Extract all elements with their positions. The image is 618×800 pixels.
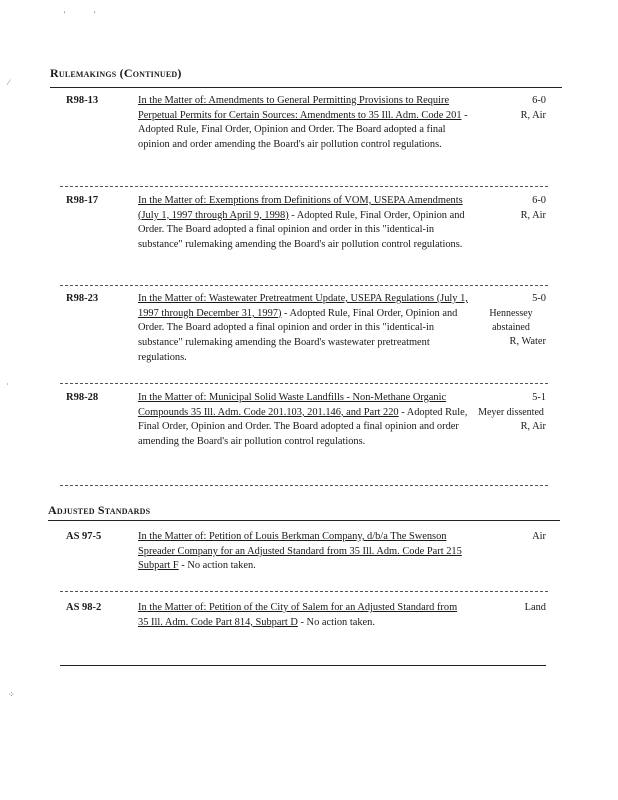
scan-speck: ' bbox=[64, 10, 66, 19]
entry-divider bbox=[60, 591, 548, 592]
entry-title: In the Matter of: Exemptions from Definitions of VOM, USEPA Amendments (July 1, 1997 through April 9, 1998) bbox=[138, 195, 463, 221]
entry-category: Air bbox=[532, 531, 546, 542]
vote-note: Meyer dissented bbox=[478, 406, 544, 418]
entry-action: - Adopted Rule, Final Order, Opinion and Order. The Board adopted a final opinion and order amending the Board's air pollution control regulations. bbox=[138, 406, 468, 448]
entry-category: R, Air bbox=[520, 109, 546, 121]
entry-vote-block bbox=[466, 391, 546, 434]
entry-action: - No action taken. bbox=[178, 560, 256, 572]
entry-vote-block bbox=[466, 601, 546, 616]
heading-rule bbox=[50, 87, 562, 88]
vote-note: Hennessey abstained bbox=[489, 307, 533, 333]
entry-category: Land bbox=[524, 602, 546, 613]
entry-vote-block bbox=[466, 292, 546, 349]
entry-divider bbox=[60, 485, 548, 486]
entry-category: R, Air bbox=[520, 209, 546, 221]
docket-number: R98-28 bbox=[66, 392, 99, 403]
entry-action: - No action taken. bbox=[297, 616, 375, 628]
entry-category: R, Air bbox=[520, 420, 546, 432]
docket-number: R98-23 bbox=[66, 293, 99, 304]
docket-number: AS 98-2 bbox=[66, 602, 102, 613]
entry-vote-block bbox=[466, 530, 546, 545]
scan-speck: · bbox=[6, 380, 9, 389]
scan-speck: ' bbox=[94, 10, 96, 19]
entry-action: - Adopted Rule, Final Order, Opinion and Order. The Board adopted a final opinion and order in this "identical-in substance" rulemaking amending the Board's air pollution control regulations. bbox=[138, 209, 465, 251]
entry-title: In the Matter of: Amendments to General Permitting Provisions to Require Perpetual Permits for Certain Sources: Amendments to 35 Ill. Adm. Code 201 bbox=[138, 95, 462, 121]
entry-description bbox=[138, 601, 470, 630]
entry-divider bbox=[60, 285, 548, 286]
vote-count: 6-0 bbox=[532, 195, 546, 206]
entry-description bbox=[138, 194, 470, 253]
entry-title: In the Matter of: Wastewater Pretreatment Update, USEPA Regulations (July 1, 1997 through December 31, 1997) bbox=[138, 293, 468, 319]
entry-action: - Adopted Rule, Final Order, Opinion and Order. The Board adopted a final opinion and order in this "identical-in substance" rulemaking amending the Board's wastewater pretreatment regulations. bbox=[138, 307, 458, 363]
entry-action: - Adopted Rule, Final Order, Opinion and Order. The Board adopted a final opinion and order amending the Board's air pollution control regulations. bbox=[138, 109, 468, 151]
vote-count: 5-1 bbox=[532, 392, 546, 403]
vote-count: 6-0 bbox=[532, 95, 546, 106]
entry-description bbox=[138, 94, 470, 153]
entry-divider bbox=[60, 665, 546, 666]
entry-description bbox=[138, 292, 470, 366]
docket-number: R98-17 bbox=[66, 195, 99, 206]
docket-number: R98-13 bbox=[66, 95, 99, 106]
vote-count: 5-0 bbox=[532, 293, 546, 304]
scan-speck: ⁄ bbox=[8, 78, 10, 87]
entry-title: In the Matter of: Petition of the City of Salem for an Adjusted Standard from 35 Ill. Adm. Code Part 814, Subpart D bbox=[138, 602, 458, 628]
scan-speck: ⁘ bbox=[8, 690, 15, 699]
entry-description bbox=[138, 391, 470, 450]
entry-divider bbox=[60, 383, 548, 384]
entry-vote-block bbox=[466, 94, 546, 123]
entry-category: R, Water bbox=[509, 335, 546, 347]
entry-divider bbox=[60, 186, 548, 187]
entry-vote-block bbox=[466, 194, 546, 223]
heading-rule bbox=[48, 520, 560, 521]
docket-number: AS 97-5 bbox=[66, 531, 102, 542]
entry-title: In the Matter of: Petition of Louis Berkman Company, d/b/a The Swenson Spreader Company for an Adjusted Standard from 35 Ill. Adm. Code Part 215 Subpart F bbox=[138, 531, 462, 572]
entry-title: In the Matter of: Municipal Solid Waste Landfills - Non-Methane Organic Compounds 35 Ill. Adm. Code 201.103, 201.146, and Part 220 bbox=[138, 392, 447, 418]
section-heading-rulemakings: Rulemakings (Continued) bbox=[50, 66, 182, 80]
entry-description bbox=[138, 530, 470, 574]
section-heading-adjusted-standards: Adjusted Standards bbox=[48, 503, 151, 517]
